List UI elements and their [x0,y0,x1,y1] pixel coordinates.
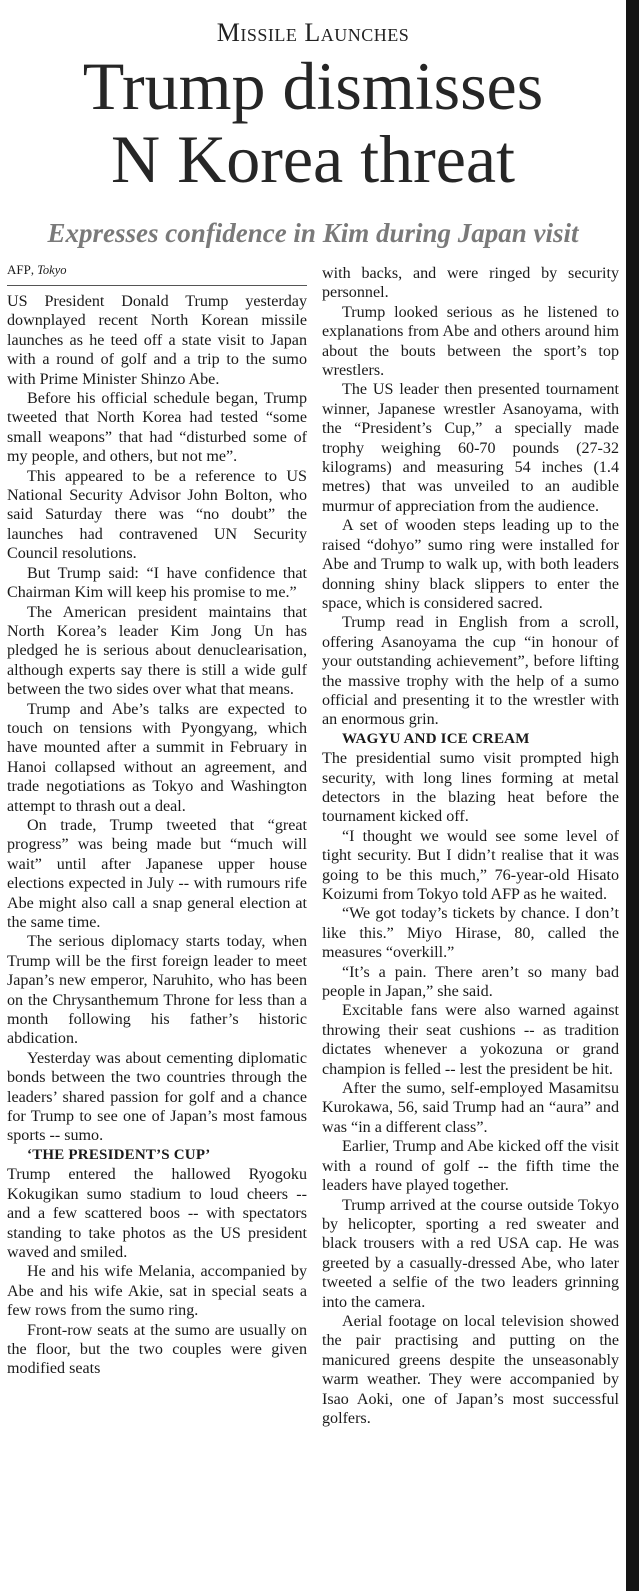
paragraph: Yesterday was about cementing diplomatic bonds between the two countries through the leaders’ shared passion for golf and a chance for Trump to see one of Japan’s most famous sports -- sumo. [7,1049,307,1145]
right-column [322,264,619,1428]
paragraph: with backs, and were ringed by security personnel. [322,265,619,302]
paragraph: He and his wife Melania, accompanied by Abe and his wife Akie, sat in special seats a few rows from the sumo ring. [7,1263,307,1320]
paragraph: Front-row seats at the sumo are usually on the floor, but the two couples were given modified seats [7,1321,307,1378]
section-kicker: Missile Launches [216,18,410,47]
headline-line-2: N Korea threat [110,121,515,197]
subheading: WAGYU AND ICE CREAM [342,730,530,747]
paragraph: “We got today’s tickets by chance. I don’t like this.” Miyo Hirase, 80, called the measures “overkill.” [322,905,619,962]
left-column [7,262,307,1379]
paragraph: Trump entered the hallowed Ryogoku Kokugikan sumo stadium to loud cheers -- and a few scattered boos -- with spectators standing to take photos as the US president waved and smiled. [7,1166,307,1261]
paragraph: US President Donald Trump yesterday downplayed recent North Korean missile launches as he teed off a state visit to Japan with a round of golf and a trip to the sumo with Prime Minister Shinzo Abe. [7,293,307,388]
paragraph: On trade, Trump tweeted that “great progress” was being made but “much will wait” until after Japanese upper house elections expected in July -- with rumours rife Abe might also call a snap general election at the same time. [7,816,307,931]
standfirst: Expresses confidence in Kim during Japan visit [47,218,579,248]
page-edge-shadow [626,0,639,1591]
headline-line-1: Trump dismisses [82,48,544,124]
paragraph: Aerial footage on local television showed the pair practising and putting on the manicured greens despite the unseasonably warm weather. They were accompanied by Isao Aoki, one of Japan’s most successful golfers. [322,1312,619,1427]
paragraph: Trump arrived at the course outside Tokyo by helicopter, sporting a red sweater and black trousers with a red USA cap. He was greeted by a casually-dressed Abe, who later tweeted a selfie of the two leaders grinning into the camera. [322,1196,619,1311]
paragraph: Before his official schedule began, Trump tweeted that North Korea had tested “some small weapons” that had “disturbed some of my people, and others, but not me”. [7,390,307,466]
paragraph: Trump read in English from a scroll, offering Asanoyama the cup “in honour of your outstanding achievement”, before lifting the massive trophy with the help of a sumo official and presenting it to the wrestler with an enormous grin. [322,614,619,729]
headline [0,50,626,196]
byline: AFP, Tokyo [7,262,307,286]
byline-place: Tokyo [37,263,67,277]
paragraph: The American president maintains that North Korea’s leader Kim Jong Un has pledged he is serious about denuclearisation, although experts say there is still a wide gulf between the two sides over what that means. [7,603,307,699]
byline-agency: AFP [7,262,31,277]
subheading: ‘THE PRESIDENT’S CUP’ [27,1146,211,1163]
paragraph: But Trump said: “I have confidence that Chairman Kim will keep his promise to me.” [7,564,307,602]
paragraph: Trump looked serious as he listened to explanations from Abe and others around him about the bouts between the sport’s top wrestlers. [322,303,619,380]
paragraph: A set of wooden steps leading up to the raised “dohyo” sumo ring were installed for Abe and Trump to walk up, with both leaders donning shiny black slippers to enter the space, which is considered sacred. [322,517,619,612]
paragraph: “I thought we would see some level of tight security. But I didn’t realise that it was going to be this much,” 76-year-old Hisato Koizumi from Tokyo told AFP as he waited. [322,827,619,903]
paragraph: Earlier, Trump and Abe kicked off the visit with a round of golf -- the fifth time the leaders have played together. [322,1138,619,1195]
paragraph: The presidential sumo visit prompted high security, with long lines forming at metal detectors in the blazing heat before the tournament kicked off. [322,750,619,826]
paragraph: The serious diplomacy starts today, when Trump will be the first foreign leader to meet Japan’s new emperor, Naruhito, who has been on the Chrysanthemum Throne for less than a month following his father’s historic abdication. [7,933,307,1048]
paragraph: Trump and Abe’s talks are expected to touch on tensions with Pyongyang, which have mounted after a summit in February in Hanoi collapsed without an agreement, and trade negotiations as Tokyo and Washington attempt to thrash out a deal. [7,700,307,815]
paragraph: Excitable fans were also warned against throwing their seat cushions -- as tradition dictates whenever a yokozuna or grand champion is felled -- lest the president be hit. [322,1002,619,1078]
paragraph: “It’s a pain. There aren’t so many bad people in Japan,” she said. [322,963,619,1001]
paragraph: The US leader then presented tournament winner, Japanese wrestler Asanoyama, with the “President’s Cup,” a specially made trophy weighing 60-70 pounds (27-32 kilograms) and measuring 54 inches (1.4 metres) that was unveiled to an audible murmur of appreciation from the audience. [322,381,619,515]
paragraph: This appeared to be a reference to US National Security Advisor John Bolton, who said Saturday there was “no doubt” the launches had contravened UN Security Council resolutions. [7,467,307,563]
paragraph: After the sumo, self-employed Masamitsu Kurokawa, 56, said Trump had an “aura” and was “in a different class”. [322,1080,619,1136]
